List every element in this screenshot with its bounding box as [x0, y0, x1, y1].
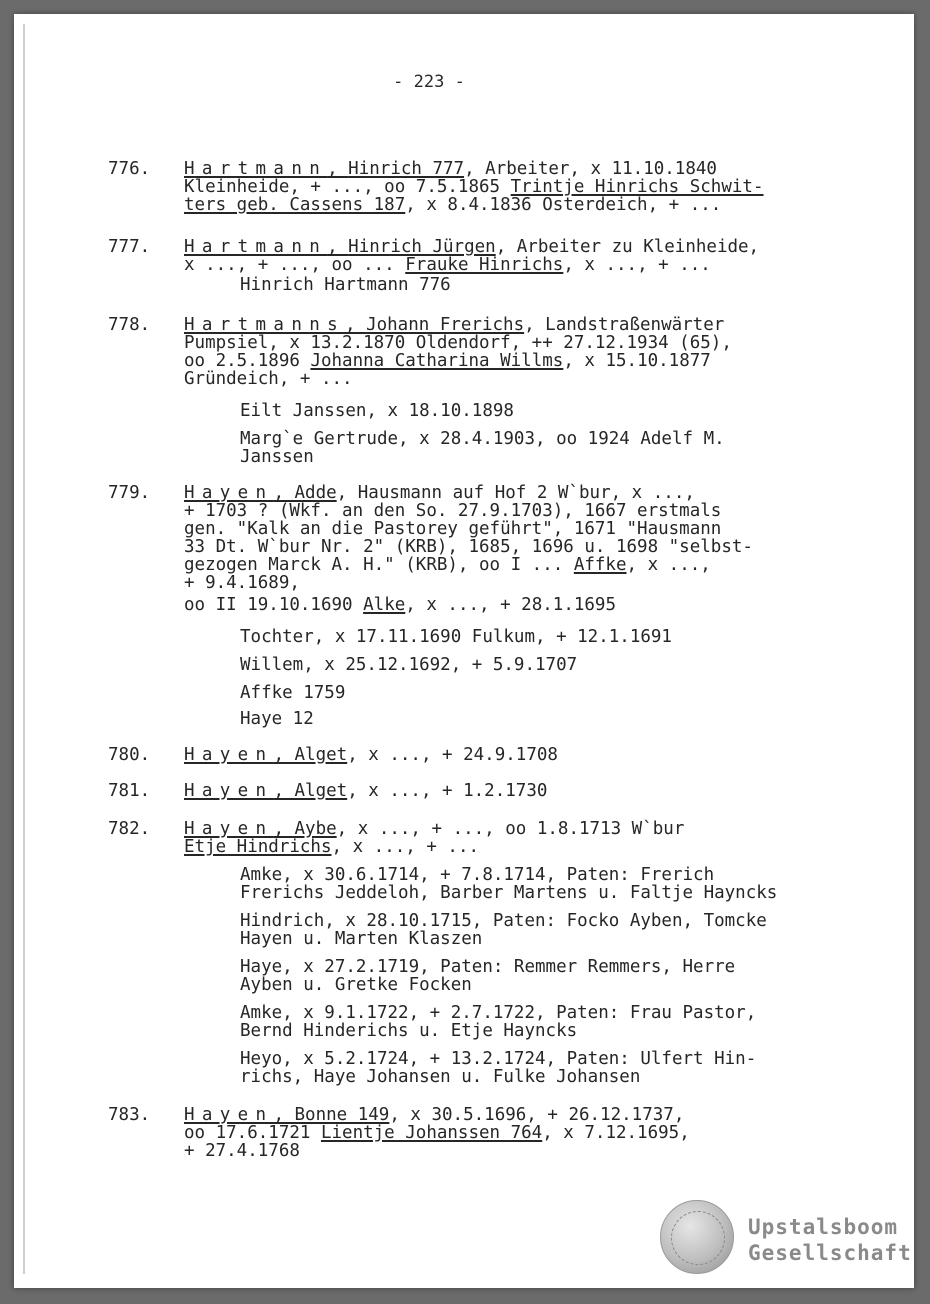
- child-line: Eilt Janssen, x 18.10.1898: [240, 401, 514, 421]
- entry-text: [184, 782, 547, 800]
- underlined-name: Hayen: [184, 483, 274, 503]
- text-run: x ..., + ..., oo ...: [184, 255, 406, 275]
- child-record: [240, 958, 735, 994]
- entry-text: [184, 160, 764, 214]
- text-run: Kleinheide, + ..., oo 7.5.1865: [184, 177, 511, 197]
- entry-number: 780.: [108, 745, 151, 765]
- underlined-name: Alget: [294, 781, 348, 801]
- child-line: richs, Haye Johansen u. Fulke Johansen: [240, 1067, 641, 1087]
- child-line: Amke, x 30.6.1714, + 7.8.1714, Paten: Frerich: [240, 865, 715, 885]
- entry-line: [184, 370, 732, 388]
- underlined-name: Lientje Johanssen 764: [320, 1123, 543, 1143]
- underlined-name: ,: [344, 315, 367, 335]
- text-run: Gründeich, + ...: [184, 369, 353, 389]
- child-record: [240, 430, 725, 466]
- child-record: [240, 656, 577, 674]
- society-name-line2: Gesellschaft: [748, 1241, 912, 1265]
- underlined-name: ,: [327, 237, 349, 257]
- entry-line: [184, 746, 558, 764]
- document-page: [14, 14, 914, 1288]
- entry-number: 783.: [108, 1105, 151, 1125]
- text-run: , x 30.5.1696, + 26.12.1737,: [389, 1105, 685, 1125]
- child-record: [240, 1004, 756, 1040]
- underlined-name: Hayen: [184, 745, 274, 765]
- text-run: , Arbeiter, x 11.10.1840: [464, 159, 717, 179]
- underlined-name: ,: [273, 819, 295, 839]
- text-run: oo II 19.10.1690: [184, 595, 364, 615]
- entry-line: [184, 352, 732, 370]
- child-line: Tochter, x 17.11.1690 Fulkum, + 12.1.1691: [240, 627, 672, 647]
- text-run: , x ...,: [626, 555, 711, 575]
- underlined-name: Hartmanns: [184, 315, 345, 335]
- entry-line: [184, 556, 753, 574]
- entry-line: [184, 316, 732, 334]
- underlined-name: Bonne 149: [294, 1105, 390, 1125]
- entry-line: [184, 256, 759, 274]
- text-run: , x ..., + ..., oo 1.8.1713 W`bur: [336, 819, 685, 839]
- entry-line: [184, 1106, 690, 1124]
- text-run: oo 2.5.1896: [184, 351, 311, 371]
- entry-number: 777.: [108, 237, 151, 257]
- child-line: Hayen u. Marten Klaszen: [240, 929, 483, 949]
- entry-line: [184, 1124, 690, 1142]
- child-record: [240, 866, 777, 902]
- child-line: Heyo, x 5.2.1724, + 13.2.1724, Paten: Ulfert Hin-: [240, 1049, 757, 1069]
- text-run: + 9.4.1689,: [184, 573, 300, 593]
- entry-line: [184, 538, 753, 556]
- child-line: Amke, x 9.1.1722, + 2.7.1722, Paten: Frau Pastor,: [240, 1003, 757, 1023]
- underlined-name: Alke: [363, 595, 406, 615]
- text-run: , Hausmann auf Hof 2 W`bur, x ...,: [336, 483, 695, 503]
- entry-line: [184, 502, 753, 520]
- underlined-name: ,: [273, 781, 295, 801]
- underlined-name: Hartmann: [184, 237, 328, 257]
- text-run: , Landstraßenwärter: [524, 315, 725, 335]
- page-edge-line: [23, 24, 25, 1274]
- entry-line: [184, 178, 764, 196]
- text-run: , x ..., + 24.9.1708: [347, 745, 558, 765]
- child-line: Haye, x 27.2.1719, Paten: Remmer Remmers, Herre: [240, 957, 736, 977]
- child-line: Janssen: [240, 447, 314, 467]
- text-run: , x 7.12.1695,: [542, 1123, 690, 1143]
- entry-number: 778.: [108, 315, 151, 335]
- entry-number: 779.: [108, 483, 151, 503]
- text-run: gen. "Kalk an die Pastorey geführt", 1671 "Hausmann: [184, 519, 722, 539]
- child-record: [240, 402, 514, 420]
- entry-text: [184, 820, 684, 856]
- society-name: [748, 1214, 912, 1266]
- entry-line: [184, 196, 764, 214]
- text-run: , x ..., + ...: [331, 837, 480, 857]
- underlined-name: Adde: [294, 483, 337, 503]
- text-run: , x ..., + 28.1.1695: [405, 595, 616, 615]
- child-line: Bernd Hinderichs u. Etje Hayncks: [240, 1021, 578, 1041]
- text-run: + 1703 ? (Wkf. an den So. 27.9.1703), 1667 erstmals: [184, 501, 722, 521]
- entry-line: [184, 484, 753, 502]
- page-number: - 223 -: [393, 72, 465, 92]
- text-run: 33 Dt. W`bur Nr. 2" (KRB), 1685, 1696 u. 1698 "selbst-: [184, 537, 753, 557]
- entry-text: [184, 1106, 690, 1160]
- underlined-name: ,: [273, 745, 295, 765]
- entry-line: [184, 1142, 690, 1160]
- child-line: Willem, x 25.12.1692, + 5.9.1707: [240, 655, 578, 675]
- entry-number: 781.: [108, 781, 151, 801]
- underlined-name: ters geb. Cassens 187: [184, 195, 406, 215]
- text-run: oo 17.6.1721: [184, 1123, 321, 1143]
- entry-line: [184, 160, 764, 178]
- underlined-name: ,: [273, 483, 295, 503]
- child-line: Hinrich Hartmann 776: [240, 275, 451, 295]
- child-record: [240, 684, 345, 702]
- underlined-name: Hayen: [184, 819, 274, 839]
- underlined-name: Johann Frerichs: [366, 315, 525, 335]
- underlined-name: Trintje Hinrichs Schwit-: [510, 177, 764, 197]
- entry-line: [184, 574, 753, 592]
- underlined-name: Alget: [294, 745, 348, 765]
- underlined-name: ,: [327, 159, 349, 179]
- underlined-name: Hayen: [184, 1105, 274, 1125]
- entry-line: [184, 820, 684, 838]
- entry-text: [184, 238, 759, 274]
- text-run: , x 8.4.1836 Osterdeich, + ...: [405, 195, 722, 215]
- underlined-name: Hinrich 777: [348, 159, 465, 179]
- child-record: [240, 628, 672, 646]
- underlined-name: Etje Hindrichs: [184, 837, 332, 857]
- entry-line: [184, 782, 547, 800]
- text-run: gezogen Marck A. H." (KRB), oo I ...: [184, 555, 574, 575]
- underlined-name: Hayen: [184, 781, 274, 801]
- underlined-name: Frauke Hinrichs: [405, 255, 564, 275]
- text-run: , x ..., + 1.2.1730: [347, 781, 548, 801]
- entry-line: [184, 838, 684, 856]
- child-record: [240, 710, 314, 728]
- child-line: Affke 1759: [240, 683, 346, 703]
- child-record: [240, 912, 767, 948]
- society-name-line1: Upstalsboom: [748, 1215, 899, 1239]
- entry-text: [184, 484, 753, 592]
- child-line: Marg`e Gertrude, x 28.4.1903, oo 1924 Adelf M.: [240, 429, 725, 449]
- underlined-name: Hartmann: [184, 159, 328, 179]
- entry-number: 776.: [108, 159, 151, 179]
- child-line: Ayben u. Gretke Focken: [240, 975, 472, 995]
- child-record: [240, 1050, 756, 1086]
- child-line: Hindrich, x 28.10.1715, Paten: Focko Ayben, Tomcke: [240, 911, 767, 931]
- text-run: , x ..., + ...: [563, 255, 711, 275]
- society-seal-logo: [660, 1200, 734, 1274]
- child-line: Haye 12: [240, 709, 314, 729]
- underlined-name: ,: [273, 1105, 295, 1125]
- entry-line: [184, 238, 759, 256]
- text-run: , Arbeiter zu Kleinheide,: [495, 237, 760, 257]
- second-marriage-line: [184, 596, 616, 614]
- entry-number: 782.: [108, 819, 151, 839]
- entry-line: [184, 520, 753, 538]
- entry-text: [184, 316, 732, 388]
- entry-text: [184, 746, 558, 764]
- underlined-name: Aybe: [294, 819, 337, 839]
- text-run: , x 15.10.1877: [563, 351, 711, 371]
- child-record: [240, 276, 451, 294]
- child-line: Frerichs Jeddeloh, Barber Martens u. Faltje Hayncks: [240, 883, 778, 903]
- underlined-name: Johanna Catharina Willms: [310, 351, 564, 371]
- text-run: + 27.4.1768: [184, 1141, 300, 1161]
- entry-line: [184, 334, 732, 352]
- underlined-name: Hinrich Jürgen: [348, 237, 496, 257]
- underlined-name: Affke: [573, 555, 627, 575]
- text-run: Pumpsiel, x 13.2.1870 Oldendorf, ++ 27.12.1934 (65),: [184, 333, 732, 353]
